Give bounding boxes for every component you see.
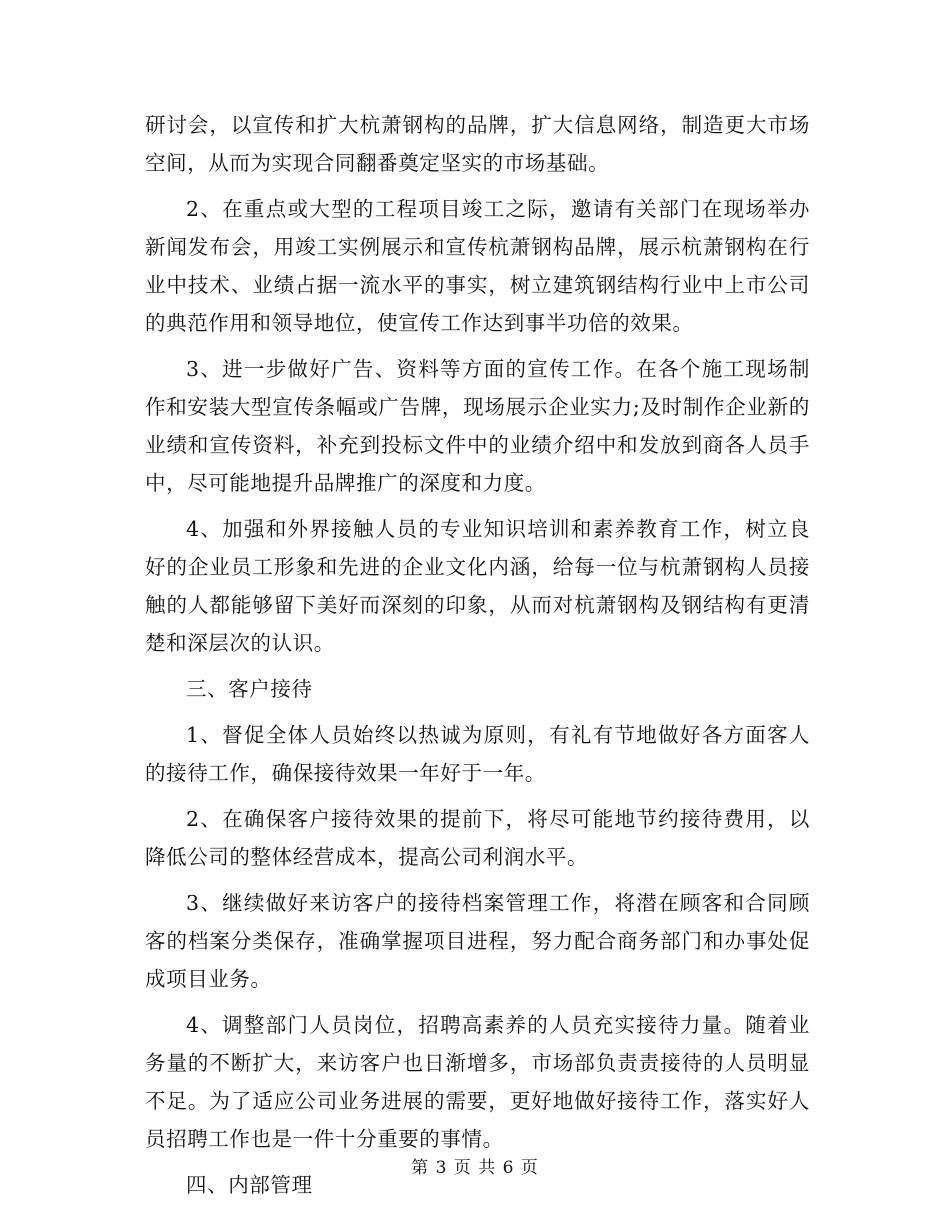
paragraph-continuation: 研讨会，以宣传和扩大杭萧钢构的品牌，扩大信息网络，制造更大市场空间，从而为实现合同翻番奠定坚实的市场基础。 [145,113,810,175]
paragraph-reception-1: 1、督促全体人员始终以热诚为原则，有礼有节地做好各方面客人的接待工作，确保接待效果一年好于一年。 [145,723,810,785]
paragraph-item-2: 2、在重点或大型的工程项目竣工之际，邀请有关部门在现场举办新闻发布会，用竣工实例展示和宣传杭萧钢构品牌，展示杭萧钢构在行业中技术、业绩占据一流水平的事实，树立建筑钢结构行业中上市公司的典范作用和领导地位，使宣传工作达到事半功倍的效果。 [145,197,810,335]
document-body [145,106,810,1212]
section-heading-customer-reception: 三、客户接待 [186,677,313,701]
paragraph-reception-4: 4、调整部门人员岗位，招聘高素养的人员充实接待力量。随着业务量的不断扩大，来访客户也日渐增多，市场部负责责接待的人员明显不足。为了适应公司业务进展的需要，更好地做好接待工作，落实好人员招聘工作也是一件十分重要的事情。 [145,1013,810,1151]
paragraph-item-4: 4、加强和外界接触人员的专业知识培训和素养教育工作，树立良好的企业员工形象和先进的企业文化内涵，给每一位与杭萧钢构人员接触的人都能够留下美好而深刻的印象，从而对杭萧钢构及钢结构有更清楚和深层次的认识。 [145,517,810,655]
paragraph-reception-2: 2、在确保客户接待效果的提前下，将尽可能地节约接待费用，以降低公司的整体经营成本，提高公司利润水平。 [145,807,810,869]
paragraph-reception-3: 3、继续做好来访客户的接待档案管理工作，将潜在顾客和合同顾客的档案分类保存，准确掌握项目进程，努力配合商务部门和办事处促成项目业务。 [145,891,810,991]
section-heading-internal-management: 四、内部管理 [186,1173,313,1197]
page-number-footer: 第 3 页 共 6 页 [411,1158,539,1178]
paragraph-item-3: 3、进一步做好广告、资料等方面的宣传工作。在各个施工现场制作和安装大型宣传条幅或广告牌，现场展示企业实力;及时制作企业新的业绩和宣传资料，补充到投标文件中的业绩介绍中和发放到商各人员手中，尽可能地提升品牌推广的深度和力度。 [145,357,810,495]
